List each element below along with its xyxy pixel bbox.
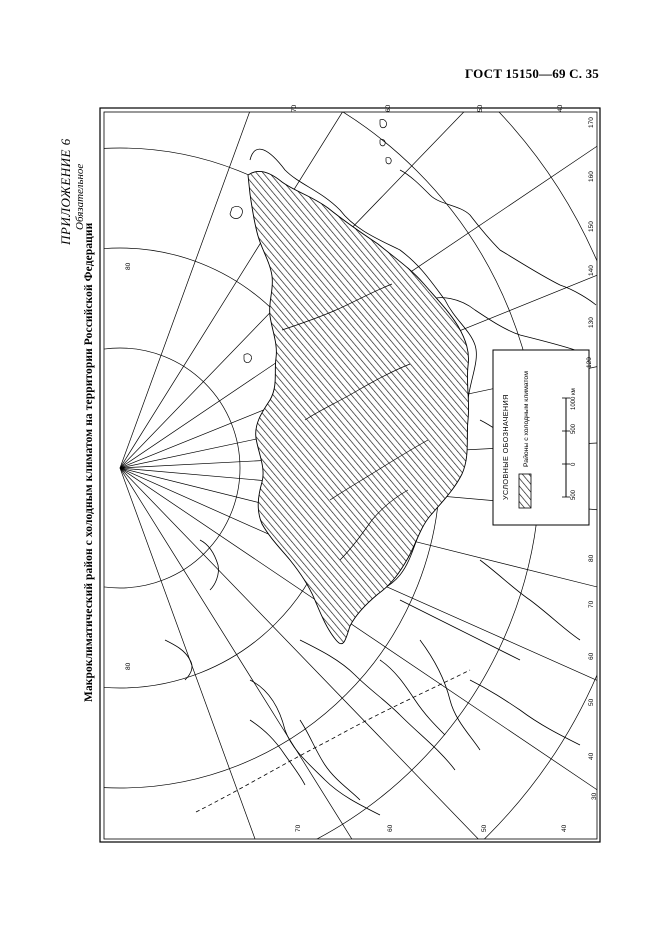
legend-title: УСЛОВНЫЕ ОБОЗНАЧЕНИЯ (501, 394, 510, 500)
meridian-label-80: 80 (588, 554, 595, 562)
novaya-zemlya (200, 540, 218, 590)
island-2 (380, 119, 387, 127)
parallel-label-top-70: 70 (291, 104, 298, 112)
parallel-label-top-60: 60 (385, 104, 392, 112)
meridian-label-120: 120 (586, 357, 593, 368)
meridian-label-150: 150 (588, 221, 595, 232)
parallel-label-bottom-60: 60 (387, 824, 394, 832)
parallel-label-top-80: 80 (125, 262, 132, 270)
caucasus-line (420, 640, 480, 750)
island-4 (386, 157, 391, 163)
region-boundary-4 (380, 660, 445, 735)
legend-box (493, 350, 589, 525)
document-reference: ГОСТ 15150—69 С. 35 (465, 66, 599, 81)
svalbard (165, 640, 192, 680)
legend-cold-zone-label: Районы с холодным климатом (523, 371, 530, 467)
baltic-coast (300, 640, 455, 770)
parallel-label-bottom-30: 30 (591, 792, 598, 800)
map-title: Макроклиматический район с холодным климатом на территории Российской Федерации (83, 222, 95, 702)
region-boundary-1 (480, 560, 580, 640)
meridian-label-140: 140 (588, 265, 595, 276)
meridian-label-60: 60 (588, 652, 595, 660)
island-1 (230, 206, 242, 218)
meridian-label-170: 170 (588, 117, 595, 128)
meridian-label-50: 50 (588, 698, 595, 706)
appendix-number: ПРИЛОЖЕНИЕ 6 (58, 138, 73, 245)
region-boundary-5 (400, 600, 520, 660)
cold-climate-region (248, 171, 469, 643)
parallel-label-bottom-50: 50 (481, 824, 488, 832)
kola-peninsula (250, 720, 305, 785)
meridian-label-40: 40 (588, 752, 595, 760)
region-boundary-2 (470, 680, 580, 745)
parallel-label-top-50: 50 (477, 104, 484, 112)
meridian-label-160: 160 (588, 171, 595, 182)
parallel-label-bottom-70: 70 (295, 824, 302, 832)
scale-label-left: 500 (571, 489, 577, 500)
island-5 (244, 354, 251, 363)
scale-label-1000: 1000 км (571, 388, 577, 410)
meridian-label-70: 70 (588, 600, 595, 608)
scale-label-500: 500 (571, 423, 577, 434)
parallel-label-bottom-40: 40 (561, 824, 568, 832)
scale-label-zero: 0 (571, 462, 577, 466)
appendix-kind: Обязательное (74, 163, 86, 230)
region-boundary-3 (300, 720, 360, 800)
legend-hatch-swatch (519, 474, 531, 508)
parallel-label-bottom-80: 80 (125, 662, 132, 670)
meridian-label-130: 130 (588, 317, 595, 328)
parallel-label-top-40: 40 (557, 104, 564, 112)
